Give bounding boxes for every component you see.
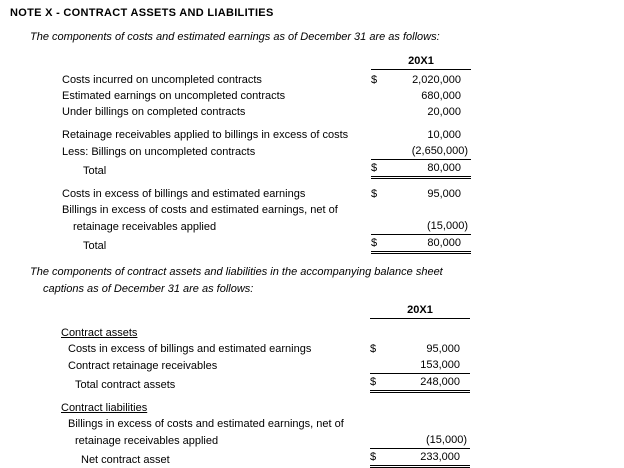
amount-cell [371, 235, 471, 254]
line-item-amount: 10,000 [427, 129, 461, 141]
line-item-amount: (15,000) [427, 220, 468, 232]
line-item-label: retainage receivables applied [75, 435, 219, 447]
intro-paragraph-costs-earnings [30, 29, 624, 46]
line-item-amount: 248,000 [420, 376, 460, 388]
dollar-sign: $ [370, 343, 377, 355]
amount-cell [371, 72, 471, 88]
intro-paragraph-line2: captions as of December 31 are as follows: [43, 283, 254, 295]
line-item-row [62, 143, 471, 160]
line-item-label: Net contract asset [81, 454, 170, 466]
line-item-label: Total [83, 165, 107, 177]
line-item-row [62, 218, 471, 235]
line-item-label: Costs incurred on uncompleted contracts [62, 74, 262, 86]
line-item-row [62, 88, 471, 104]
line-item-amount: 2,020,000 [412, 74, 461, 86]
line-item-amount: 233,000 [420, 451, 460, 463]
section-heading-row [61, 400, 470, 416]
section-heading-label: Contract assets [61, 327, 138, 339]
intro-paragraph-text: The components of costs and estimated earnings as of December 31 are as follows: [30, 31, 440, 43]
line-item-label: retainage receivables applied [73, 221, 217, 233]
year-column-header: 20X1 [370, 303, 470, 319]
line-item-amount: (15,000) [426, 434, 467, 446]
line-item-row [62, 72, 471, 88]
dollar-sign: $ [371, 74, 378, 86]
year-column-header: 20X1 [371, 54, 471, 70]
line-item-label: Billings in excess of costs and estimated earnings, net of [62, 204, 338, 216]
dollar-sign: $ [370, 451, 377, 463]
amount-cell [371, 88, 471, 104]
section-heading-label: Contract liabilities [61, 402, 148, 414]
column-header-row [62, 54, 471, 70]
dollar-sign: $ [371, 162, 378, 174]
line-item-amount: 95,000 [426, 343, 460, 355]
balance-sheet-captions-schedule [61, 303, 470, 468]
line-item-row [62, 160, 471, 179]
line-item-row [61, 449, 470, 468]
amount-cell [370, 374, 470, 393]
line-item-label: Total [83, 240, 107, 252]
line-item-label: Total contract assets [75, 379, 176, 391]
line-item-label: Costs in excess of billings and estimated earnings [68, 343, 312, 355]
amount-cell [370, 341, 470, 357]
dollar-sign: $ [371, 237, 378, 249]
line-item-label: Billings in excess of costs and estimated earnings, net of [68, 418, 344, 430]
line-item-amount: 80,000 [427, 162, 461, 174]
line-item-row [62, 186, 471, 202]
line-item-label: Costs in excess of billings and estimated earnings [62, 188, 306, 200]
line-item-amount: 20,000 [427, 106, 461, 118]
line-item-label: Under billings on completed contracts [62, 106, 246, 118]
amount-cell [371, 104, 471, 120]
line-item-row [61, 432, 470, 449]
line-item-row [61, 357, 470, 374]
dollar-sign: $ [370, 376, 377, 388]
line-item-row [61, 416, 470, 432]
note-title: NOTE X - CONTRACT ASSETS AND LIABILITIES [10, 7, 274, 19]
line-item-label: Estimated earnings on uncompleted contracts [62, 90, 286, 102]
line-item-row [62, 202, 471, 218]
amount-cell [370, 432, 470, 449]
line-item-amount: 95,000 [427, 188, 461, 200]
line-item-amount: 680,000 [421, 90, 461, 102]
line-item-row [61, 341, 470, 357]
intro-paragraph-balance-sheet [30, 264, 624, 298]
amount-cell [370, 449, 470, 468]
amount-cell [371, 143, 471, 160]
line-item-amount: 153,000 [420, 359, 460, 371]
balance-sheet-rows [61, 325, 470, 468]
column-header-row [61, 303, 470, 319]
costs-earnings-rows [62, 72, 471, 254]
line-item-label: Contract retainage receivables [68, 360, 218, 372]
line-item-label: Less: Billings on uncompleted contracts [62, 146, 256, 158]
line-item-amount: 80,000 [427, 237, 461, 249]
amount-cell [371, 160, 471, 179]
line-item-row [61, 374, 470, 393]
amount-cell [371, 186, 471, 202]
amount-cell [370, 357, 470, 374]
line-item-row [62, 127, 471, 143]
amount-cell [371, 218, 471, 235]
line-item-amount: (2,650,000) [411, 145, 468, 157]
line-item-row [62, 235, 471, 254]
amount-cell [371, 127, 471, 143]
section-heading-row [61, 325, 470, 341]
line-item-label: Retainage receivables applied to billings in excess of costs [62, 129, 349, 141]
intro-paragraph-line1: The components of contract assets and liabilities in the accompanying balance sheet [30, 266, 443, 278]
dollar-sign: $ [371, 188, 378, 200]
line-item-row [62, 104, 471, 120]
costs-earnings-schedule [62, 54, 471, 254]
